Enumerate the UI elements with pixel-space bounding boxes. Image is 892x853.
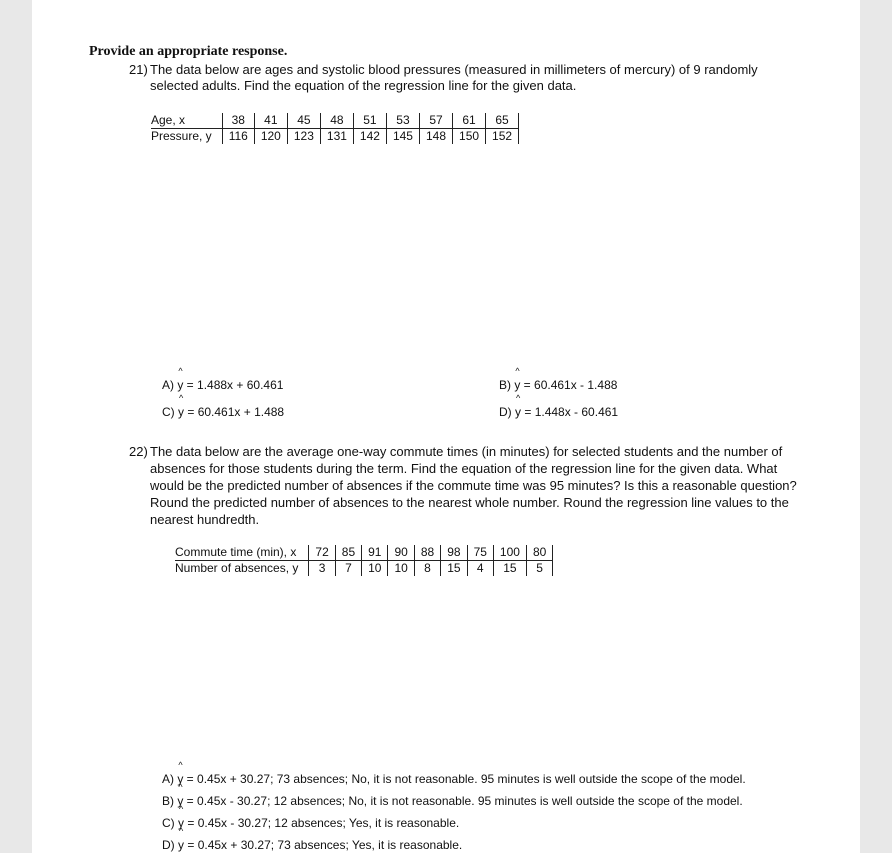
- q22-commute-cell: 91: [362, 545, 388, 561]
- q22-choice-a[interactable]: [162, 772, 746, 786]
- q21-pressure-cell: 145: [386, 129, 419, 145]
- q22-commute-cell: 72: [309, 545, 335, 561]
- q21-choice-d[interactable]: [499, 405, 618, 419]
- q22-choice-d[interactable]: [162, 838, 462, 852]
- q21-age-cell: 51: [353, 113, 386, 129]
- q21-choice-b[interactable]: [499, 378, 617, 392]
- q21-pressure-label: Pressure, y: [151, 129, 212, 143]
- y-hat-symbol: ^ y: [177, 378, 183, 392]
- q21-age-cell: 61: [453, 113, 486, 129]
- choice-equation: = 0.45x + 30.27; 73 absences; No, it is not reasonable. 95 minutes is well outside the scope of the model.: [183, 772, 746, 786]
- choice-equation: = 0.45x - 30.27; 12 absences; No, it is not reasonable. 95 minutes is well outside the scope of the model.: [183, 794, 743, 808]
- q22-data-table: [175, 545, 553, 576]
- choice-equation: = 1.488x + 60.461: [183, 378, 284, 392]
- q22-absences-cell: 4: [467, 561, 493, 577]
- q21-row-age: [151, 113, 519, 129]
- y-hat-symbol: ^ y: [514, 378, 520, 392]
- q22-absences-cell: 10: [388, 561, 414, 577]
- q22-commute-cell: 88: [414, 545, 440, 561]
- choice-letter: C): [162, 405, 175, 419]
- choice-equation: = 0.45x - 30.27; 12 absences; Yes, it is reasonable.: [184, 816, 460, 830]
- q22-text-line-2: absences for those students during the term. Find the equation of the regression line for the given data. What: [150, 461, 778, 476]
- y-hat-symbol: ^ y: [178, 405, 184, 419]
- q22-absences-cell: 5: [526, 561, 552, 577]
- q22-text-line-5: nearest hundredth.: [150, 512, 260, 527]
- q21-pressure-cell: 123: [287, 129, 320, 145]
- q21-data-table: [151, 113, 519, 144]
- q22-number: 22): [129, 444, 148, 459]
- document-page: [32, 0, 860, 853]
- q22-commute-cell: 75: [467, 545, 493, 561]
- q21-age-cell: 57: [419, 113, 452, 129]
- q21-pressure-cell: 142: [353, 129, 386, 145]
- q22-choice-c[interactable]: [162, 816, 459, 830]
- q22-absences-cell: 7: [335, 561, 361, 577]
- q21-pressure-cell: 120: [254, 129, 287, 145]
- choice-letter: C): [162, 816, 175, 830]
- q22-row-commute: [175, 545, 553, 561]
- choice-letter: D): [499, 405, 512, 419]
- choice-equation: = 60.461x - 1.488: [520, 378, 618, 392]
- q22-row-absences: [175, 561, 553, 577]
- q21-pressure-cell: 150: [453, 129, 486, 145]
- q21-age-cell: 65: [486, 113, 519, 129]
- q22-absences-cell: 15: [493, 561, 526, 577]
- q21-age-cell: 38: [222, 113, 254, 129]
- q22-absences-label: Number of absences, y: [175, 561, 299, 575]
- y-hat-symbol: ^ y: [178, 838, 184, 852]
- choice-letter: D): [162, 838, 175, 852]
- choice-letter: B): [499, 378, 511, 392]
- choice-equation: = 0.45x + 30.27; 73 absences; Yes, it is reasonable.: [184, 838, 463, 852]
- q22-commute-cell: 98: [441, 545, 467, 561]
- y-hat-symbol: ^ y: [177, 794, 183, 808]
- q21-choice-a[interactable]: [162, 378, 283, 392]
- choice-equation: = 60.461x + 1.488: [184, 405, 285, 419]
- q22-text-line-4: Round the predicted number of absences to the nearest whole number. Round the regression line values to the: [150, 495, 789, 510]
- choice-letter: A): [162, 378, 174, 392]
- q22-absences-cell: 15: [441, 561, 467, 577]
- q21-text-line-1: The data below are ages and systolic blood pressures (measured in millimeters of mercury) of 9 randomly: [150, 62, 758, 77]
- q22-commute-cell: 100: [493, 545, 526, 561]
- q22-commute-label: Commute time (min), x: [175, 545, 309, 561]
- q22-absences-cell: 10: [362, 561, 388, 577]
- q21-age-label: Age, x: [151, 113, 222, 129]
- q21-number: 21): [129, 62, 148, 77]
- q21-text-line-2: selected adults. Find the equation of the regression line for the given data.: [150, 78, 577, 93]
- q22-choice-b[interactable]: [162, 794, 743, 808]
- choice-letter: A): [162, 772, 174, 786]
- q21-pressure-cell: 148: [419, 129, 452, 145]
- choice-equation: = 1.448x - 60.461: [521, 405, 619, 419]
- q22-absences-cell: 3: [309, 561, 335, 577]
- q21-age-cell: 48: [320, 113, 353, 129]
- q21-age-cell: 45: [287, 113, 320, 129]
- q21-row-pressure: [151, 129, 519, 145]
- q21-pressure-cell: 131: [320, 129, 353, 145]
- q22-absences-cell: 8: [414, 561, 440, 577]
- section-heading: Provide an appropriate response.: [89, 44, 288, 59]
- q21-pressure-cell: 116: [222, 129, 254, 145]
- y-hat-symbol: ^ y: [177, 772, 183, 786]
- y-hat-symbol: ^ y: [515, 405, 521, 419]
- y-hat-symbol: ^ y: [178, 816, 184, 830]
- q22-text-line-1: The data below are the average one-way commute times (in minutes) for selected students and the number of: [150, 444, 783, 459]
- q21-age-cell: 41: [254, 113, 287, 129]
- q21-age-cell: 53: [386, 113, 419, 129]
- q21-pressure-cell: 152: [486, 129, 519, 145]
- q21-choice-c[interactable]: [162, 405, 284, 419]
- q22-text-line-3: would be the predicted number of absences if the commute time was 95 minutes? Is this a reasonable question?: [150, 478, 797, 493]
- q22-commute-cell: 80: [526, 545, 552, 561]
- q22-commute-cell: 85: [335, 545, 361, 561]
- choice-letter: B): [162, 794, 174, 808]
- q22-commute-cell: 90: [388, 545, 414, 561]
